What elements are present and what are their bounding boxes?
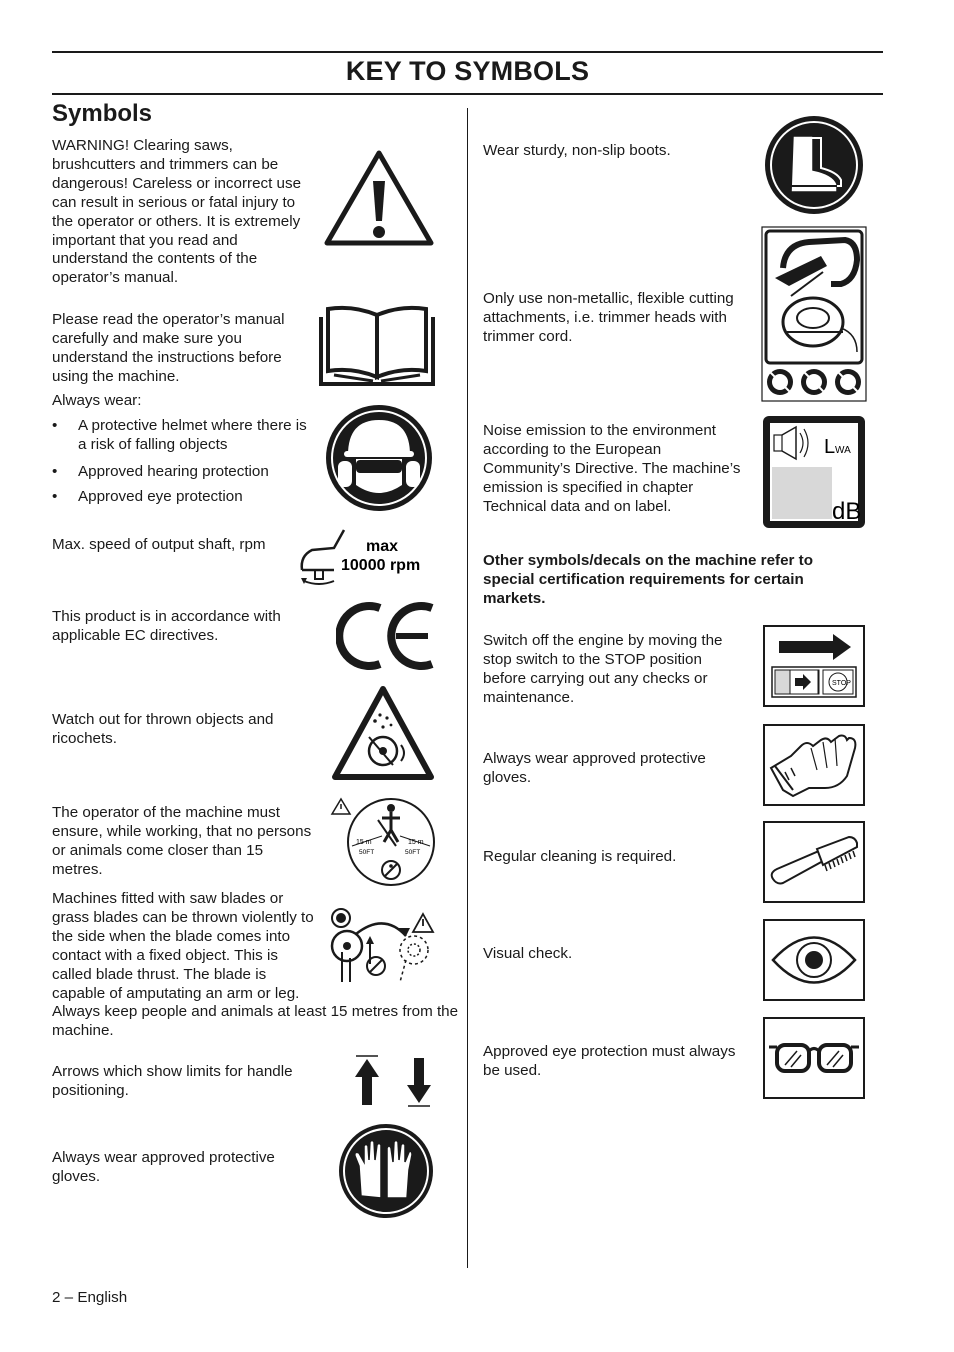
gloves-text-right: Always wear approved protective gloves.	[483, 750, 706, 786]
top-rule	[52, 51, 883, 53]
ce-text: This product is in accordance with applicable EC directives.	[52, 608, 281, 644]
stop-label: STOP	[832, 680, 851, 687]
manual-text: Please read the operator’s manual carefully and make sure you understand the instructions before using the machine.	[52, 311, 285, 385]
eye-protection-text: Approved eye protection must always be used.	[483, 1043, 736, 1079]
distance-ft-left: 50FT	[359, 849, 375, 856]
distance-m-left: 15 m	[356, 839, 372, 846]
noise-wa-label: WA	[835, 445, 851, 456]
safety-distance-icon	[330, 796, 438, 888]
column-divider	[467, 108, 468, 1268]
warning-triangle-icon	[323, 149, 435, 247]
always-wear-label: Always wear:	[52, 392, 142, 409]
safety-distance-text: The operator of the machine must ensure, while working, that no persons or animals come closer than 15 metres.	[52, 804, 312, 878]
page-title: KEY TO SYMBOLS	[345, 56, 590, 86]
trimmer-head-only-icon	[761, 226, 867, 402]
distance-ft-right: 50FT	[405, 849, 421, 856]
visual-check-text: Visual check.	[483, 945, 573, 962]
switch-off-text: Switch off the engine by moving the stop switch to the STOP position before carrying out any checks or maintenance.	[483, 632, 723, 706]
boots-text: Wear sturdy, non-slip boots.	[483, 142, 671, 159]
bullet-dot: •	[52, 417, 58, 434]
bullet-text: Approved eye protection	[78, 488, 243, 505]
page-number: 2 – English	[52, 1289, 128, 1306]
stop-switch-icon	[763, 625, 865, 707]
blade-thrust-icon	[326, 906, 438, 986]
non-metallic-text: Only use non-metallic, flexible cutting attachments, i.e. trimmer heads with trimmer cord.	[483, 290, 734, 345]
gloves-icon	[337, 1122, 435, 1220]
helmet-ear-eye-protection-icon	[324, 403, 434, 513]
other-symbols-heading: Other symbols/decals on the machine refer to special certification requirements for certain markets.	[483, 552, 814, 607]
title-underline	[52, 93, 883, 95]
open-book-icon	[318, 305, 436, 387]
max-speed-text: Max. speed of output shaft, rpm	[52, 536, 266, 553]
safety-glasses-icon	[763, 1017, 865, 1099]
blade-thrust-continued-text: Always keep people and animals at least 15 metres from the machine.	[52, 1003, 459, 1039]
bullet-dot: •	[52, 463, 58, 480]
rpm-label: 10000 rpm	[341, 557, 421, 574]
bullet-text: A protective helmet where there is a risk of falling objects	[78, 417, 307, 453]
boots-icon	[763, 114, 865, 216]
blade-thrust-text: Machines fitted with saw blades or grass blades can be thrown violently to the side when the blade comes into contact with a fixed object. This is called blade thrust. The blade is capable of amputating an arm or leg.	[52, 890, 314, 1002]
cleaning-text: Regular cleaning is required.	[483, 848, 677, 865]
noise-emission-text: Noise emission to the environment according to the European Community’s Directive. The machine’s emission is specified in chapter Technical data and on label.	[483, 422, 741, 515]
thrown-objects-icon	[331, 685, 435, 781]
noise-level-icon	[762, 415, 866, 529]
noise-l-label: L	[824, 436, 836, 458]
handle-limits-text: Arrows which show limits for handle positioning.	[52, 1063, 293, 1099]
bullet-text: Approved hearing protection	[78, 463, 269, 480]
warning-text: WARNING! Clearing saws, brushcutters and trimmers can be dangerous! Careless or incorrect use can result in serious or fatal injury to the operator or others. It is extremely important that you read and understand the contents of the operator’s manual.	[52, 137, 302, 287]
gloves-text-left: Always wear approved protective gloves.	[52, 1149, 275, 1185]
noise-db-label: dB	[832, 498, 862, 525]
ce-mark-icon	[336, 600, 438, 672]
max-speed-icon	[298, 526, 434, 586]
section-title: Symbols	[52, 100, 153, 127]
eye-icon	[763, 919, 865, 1001]
handle-limit-arrows-icon	[350, 1055, 436, 1109]
cleaning-brush-icon	[763, 821, 865, 903]
bullet-dot: •	[52, 488, 58, 505]
max-label: max	[366, 538, 399, 555]
distance-m-right: 15 m	[408, 839, 424, 846]
thrown-objects-text: Watch out for thrown objects and ricochets.	[52, 711, 274, 747]
protective-glove-icon	[763, 724, 865, 806]
